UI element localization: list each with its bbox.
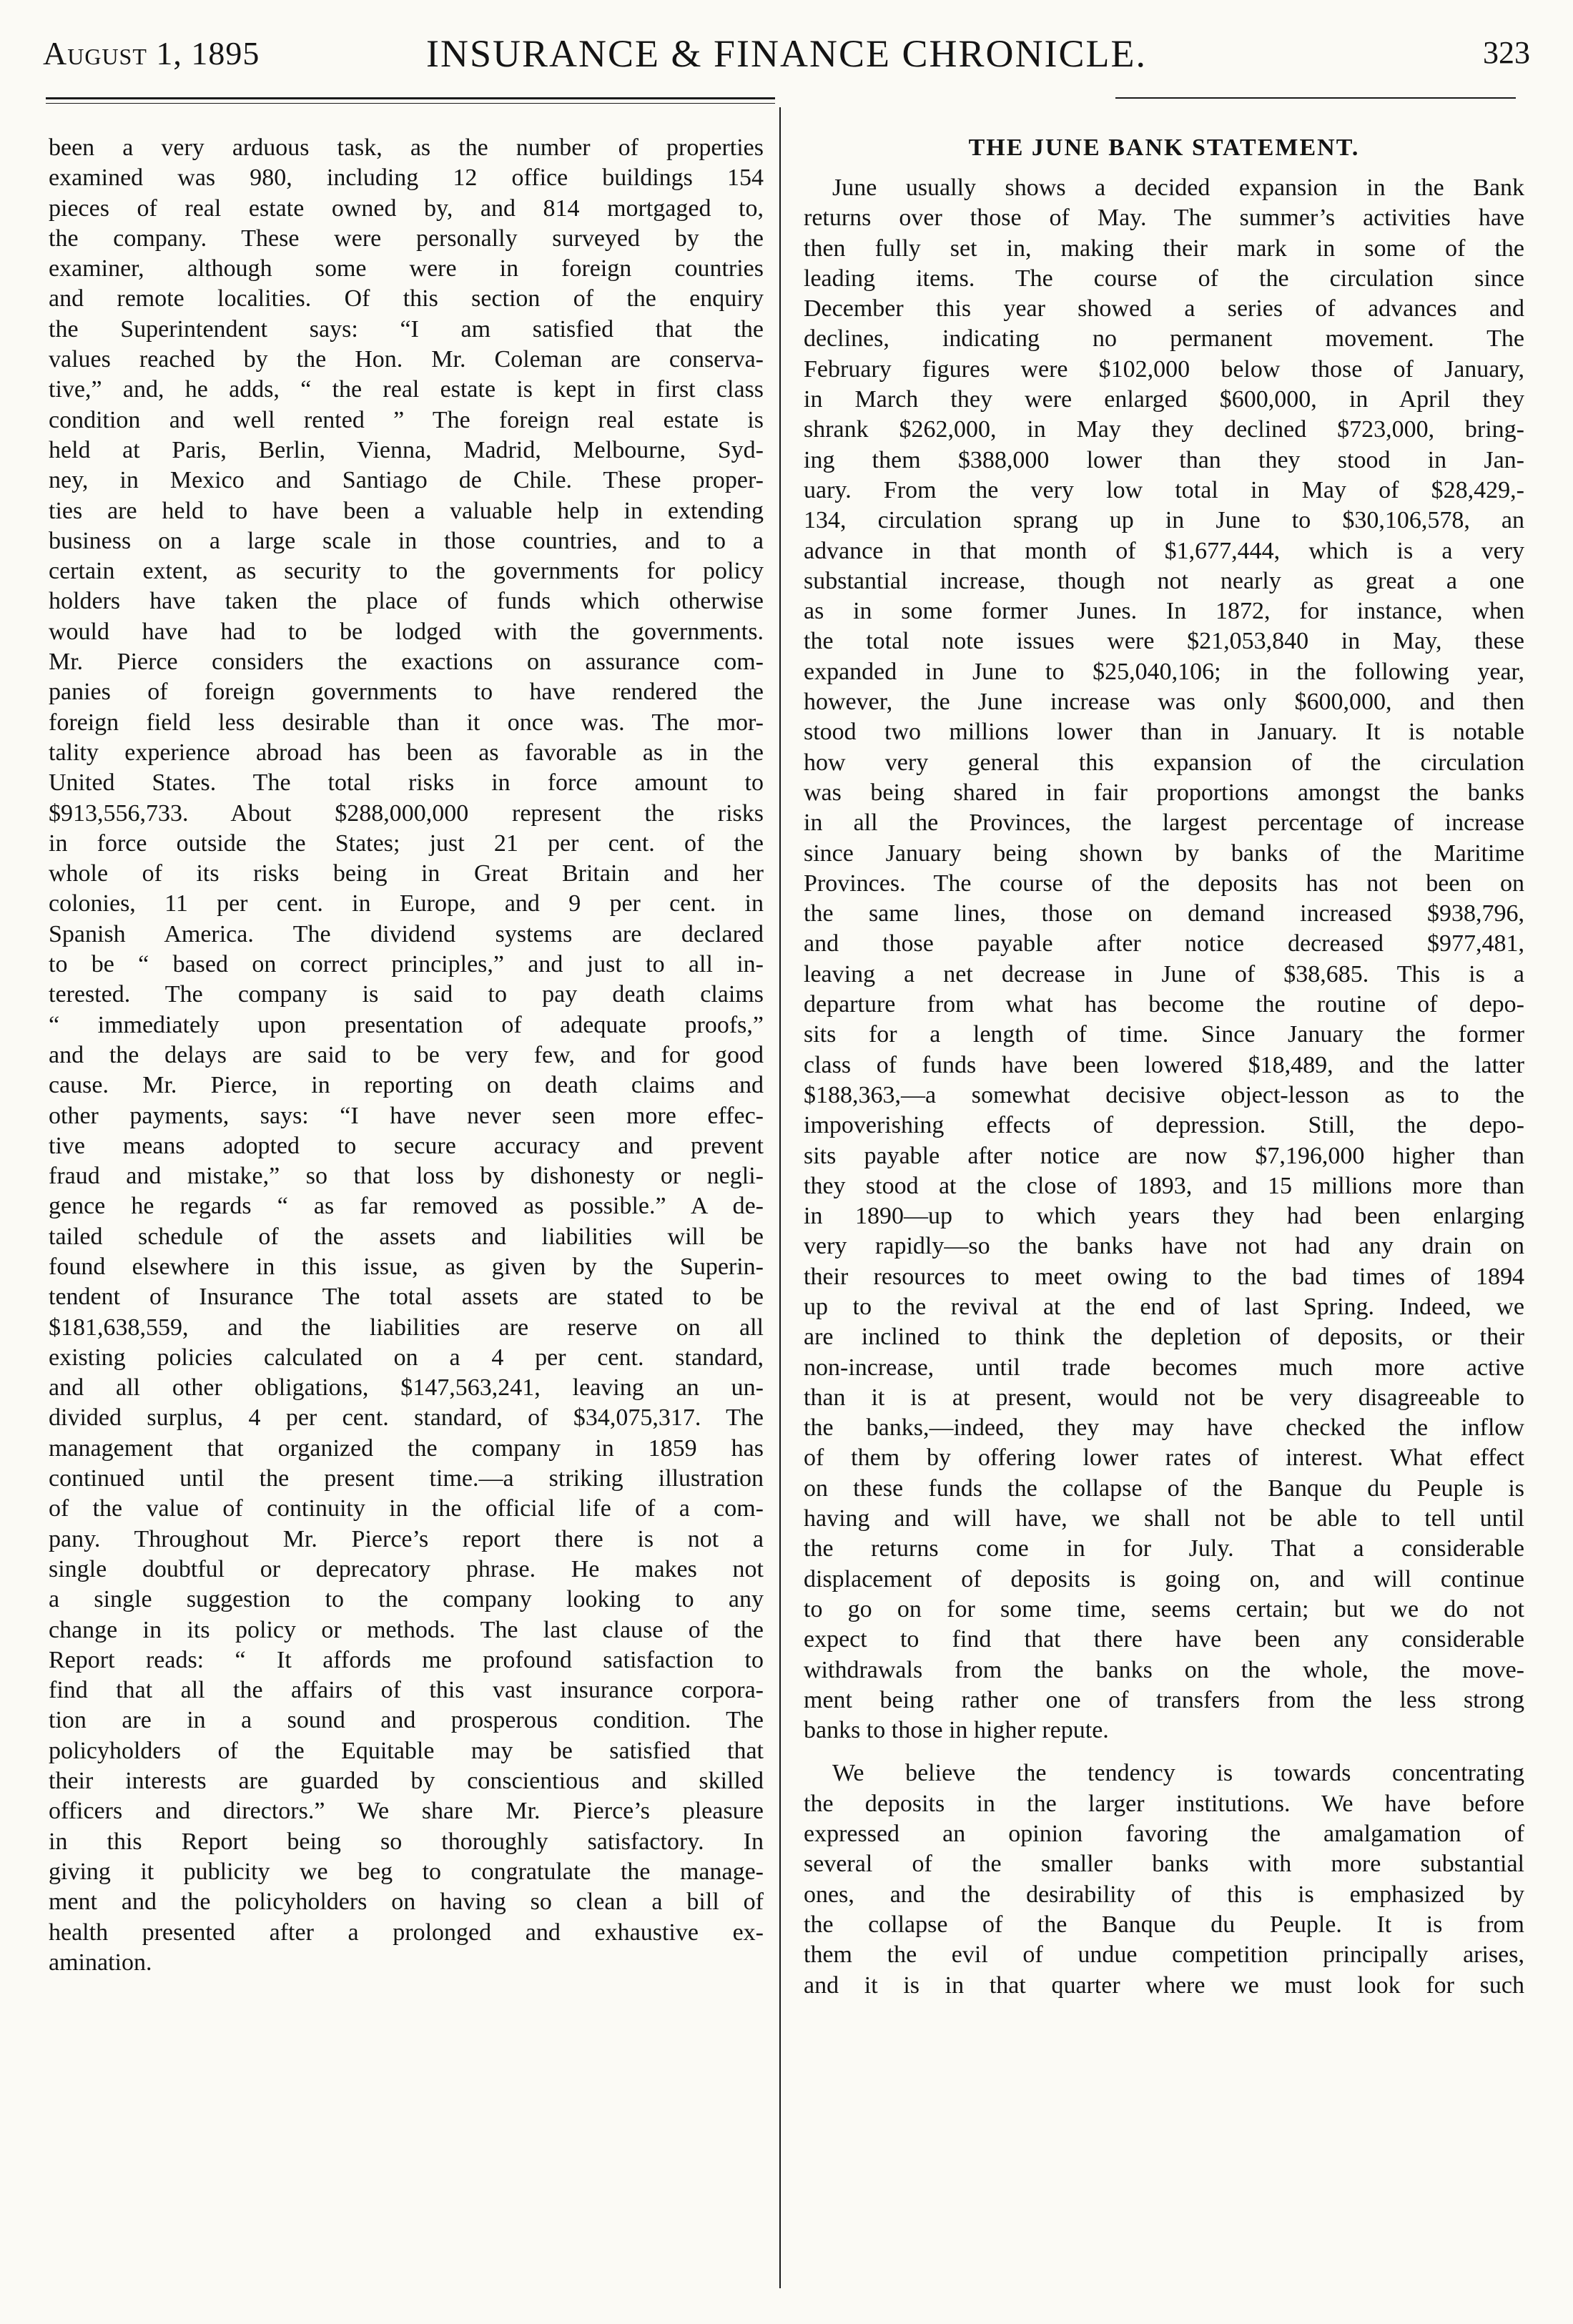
article-title: THE JUNE BANK STATEMENT. bbox=[968, 134, 1360, 161]
text-line: the returns come in for July. That a considerable bbox=[804, 1535, 1524, 1562]
text-line: $181,638,559, and the liabilities are reserve on all bbox=[49, 1314, 764, 1341]
text-line: “ immediately upon presentation of adequate proofs,” bbox=[49, 1011, 764, 1038]
text-line: tendent of Insurance The total assets are stated to be bbox=[49, 1284, 764, 1311]
text-line: impoverishing effects of depression. Still, the depo- bbox=[804, 1112, 1524, 1139]
text-line: held at Paris, Berlin, Vienna, Madrid, Melbourne, Syd- bbox=[49, 436, 764, 463]
text-line: withdrawals from the banks on the whole, the move- bbox=[804, 1656, 1524, 1683]
text-line: displacement of deposits is going on, and will continue bbox=[804, 1565, 1524, 1592]
journal-title: INSURANCE & FINANCE CHRONICLE. bbox=[425, 32, 1148, 75]
text-line: change in its policy or methods. The last clause of the bbox=[49, 1616, 764, 1643]
text-line: pieces of real estate owned by, and 814 mortgaged to, bbox=[49, 195, 764, 222]
text-line: Mr. Pierce considers the exactions on assurance com- bbox=[49, 649, 764, 676]
text-line: fraud and mistake,” so that loss by dishonesty or negli- bbox=[49, 1163, 764, 1190]
text-line: their interests are guarded by conscientious and skilled bbox=[49, 1768, 764, 1795]
paragraph bbox=[804, 1758, 1524, 2000]
text-line: divided surplus, 4 per cent. standard, of $34,075,317. The bbox=[49, 1404, 764, 1432]
text-line: declines, indicating no permanent movement. The bbox=[804, 325, 1524, 353]
text-line: pany. Throughout Mr. Pierce’s report there is not a bbox=[49, 1525, 764, 1552]
header-rule-left-thin bbox=[46, 103, 775, 104]
text-line: ing them $388,000 lower than they stood in Jan- bbox=[804, 446, 1524, 473]
text-line: in force outside the States; just 21 per cent. of the bbox=[49, 829, 764, 857]
text-line: ment and the policyholders on having so clean a bill of bbox=[49, 1889, 764, 1916]
text-line: and those payable after notice decreased $977,481, bbox=[804, 930, 1524, 957]
text-line: their resources to meet owing to the bad times of 1894 bbox=[804, 1263, 1524, 1290]
text-line: foreign field less desirable than it once was. The mor- bbox=[49, 709, 764, 736]
text-line: amination. bbox=[49, 1949, 152, 1976]
text-line: business on a large scale in those countries, and to a bbox=[49, 527, 764, 554]
header-rule-right bbox=[1115, 97, 1516, 99]
left-column bbox=[49, 133, 764, 1978]
text-line: than it is at present, would not be very disagreeable to bbox=[804, 1384, 1524, 1411]
text-line: gence he regards “ as far removed as possible.” A de- bbox=[49, 1193, 764, 1220]
text-line: leaving a net decrease in June of $38,685. This is a bbox=[804, 960, 1524, 988]
header-rule-left bbox=[46, 97, 775, 99]
text-line: up to the revival at the end of last Spring. Indeed, we bbox=[804, 1293, 1524, 1320]
text-line: found elsewhere in this issue, as given by the Superin- bbox=[49, 1253, 764, 1280]
text-line: since January being shown by banks of the Maritime bbox=[804, 840, 1524, 867]
text-line: in all the Provinces, the largest percentage of increase bbox=[804, 809, 1524, 837]
text-line: find that all the affairs of this vast insurance corpora- bbox=[49, 1677, 764, 1704]
text-line: and all other obligations, $147,563,241, leaving an un- bbox=[49, 1374, 764, 1402]
text-line: holders have taken the place of funds which otherwise bbox=[49, 588, 764, 615]
text-line: however, the June increase was only $600,000, and then bbox=[804, 689, 1524, 716]
text-line: whole of its risks being in Great Britain and her bbox=[49, 860, 764, 887]
text-line: the total note issues were $21,053,840 in May, these bbox=[804, 628, 1524, 655]
page-number: 323 bbox=[1483, 35, 1530, 70]
text-line: policyholders of the Equitable may be satisfied that bbox=[49, 1737, 764, 1764]
text-line: to be “ based on correct principles,” and just to all in- bbox=[49, 951, 764, 978]
text-line: December this year showed a series of advances and bbox=[804, 295, 1524, 322]
text-line: examiner, although some were in foreign countries bbox=[49, 255, 764, 282]
text-line: condition and well rented ” The foreign real estate is bbox=[49, 406, 764, 433]
text-line: the Superintendent says: “I am satisfied that the bbox=[49, 315, 764, 343]
text-line: and the delays are said to be very few, and for good bbox=[49, 1041, 764, 1068]
text-line: in 1890—up to which years they had been enlarging bbox=[804, 1203, 1524, 1230]
text-line: are inclined to think the depletion of deposits, or their bbox=[804, 1324, 1524, 1351]
text-line: terested. The company is said to pay death claims bbox=[49, 981, 764, 1008]
text-line: of them by offering lower rates of interest. What effect bbox=[804, 1444, 1524, 1472]
text-line: stood two millions lower than in January. It is notable bbox=[804, 719, 1524, 746]
text-line: the same lines, those on demand increased $938,796, bbox=[804, 900, 1524, 927]
issue-date: August 1, 1895 bbox=[43, 35, 260, 72]
text-line: class of funds have been lowered $18,489, and the latter bbox=[804, 1051, 1524, 1078]
text-line: examined was 980, including 12 office buildings 154 bbox=[49, 164, 764, 192]
text-line: how very general this expansion of the circulation bbox=[804, 749, 1524, 776]
text-line: ones, and the desirability of this is emphasized by bbox=[804, 1881, 1524, 1908]
text-line: been a very arduous task, as the number of properties bbox=[49, 134, 764, 161]
text-line: officers and directors.” We share Mr. Pierce’s pleasure bbox=[49, 1798, 764, 1825]
text-line: management that organized the company in 1859 has bbox=[49, 1434, 764, 1462]
text-line: ties are held to have been a valuable help in extending bbox=[49, 497, 764, 524]
text-line: several of the smaller banks with more substantial bbox=[804, 1851, 1524, 1878]
text-line: very rapidly—so the banks have not had any drain on bbox=[804, 1233, 1524, 1260]
text-line: in this Report being so thoroughly satisfactory. In bbox=[49, 1828, 764, 1855]
text-line: other payments, says: “I have never seen more effec- bbox=[49, 1102, 764, 1129]
text-line: ney, in Mexico and Santiago de Chile. These proper- bbox=[49, 467, 764, 494]
text-line: sits for a length of time. Since January the former bbox=[804, 1021, 1524, 1048]
text-line: Provinces. The course of the deposits has not been on bbox=[804, 870, 1524, 897]
text-line: uary. From the very low total in May of $28,429,- bbox=[804, 476, 1524, 503]
text-line: cause. Mr. Pierce, in reporting on death claims and bbox=[49, 1072, 764, 1099]
text-line: the deposits in the larger institutions. We have before bbox=[804, 1790, 1524, 1817]
right-column bbox=[804, 133, 1524, 2001]
text-line: would have had to be lodged with the governments. bbox=[49, 618, 764, 645]
text-line: departure from what has become the routine of depo- bbox=[804, 991, 1524, 1018]
text-line: and remote localities. Of this section of the enquiry bbox=[49, 285, 764, 312]
text-line: United States. The total risks in force amount to bbox=[49, 769, 764, 797]
text-line: leading items. The course of the circulation since bbox=[804, 265, 1524, 292]
text-line: expressed an opinion favoring the amalgamation of bbox=[804, 1821, 1524, 1848]
paragraph-gap bbox=[804, 1746, 1524, 1758]
text-line: a single suggestion to the company looking to any bbox=[49, 1586, 764, 1613]
text-line: the collapse of the Banque du Peuple. It is from bbox=[804, 1911, 1524, 1938]
text-line: 134, circulation sprang up in June to $30,106,578, an bbox=[804, 507, 1524, 534]
text-line: in March they were enlarged $600,000, in April they bbox=[804, 386, 1524, 413]
text-line: June usually shows a decided expansion in the Bank bbox=[832, 174, 1524, 201]
text-line: Spanish America. The dividend systems are declared bbox=[49, 920, 764, 947]
text-line: they stood at the close of 1893, and 15 millions more than bbox=[804, 1172, 1524, 1199]
text-line: tive,” and, he adds, “ the real estate is kept in first class bbox=[49, 376, 764, 403]
text-line: health presented after a prolonged and exhaustive ex- bbox=[49, 1919, 764, 1946]
text-line: having and will have, we shall not be able to tell until bbox=[804, 1505, 1524, 1532]
text-line: and it is in that quarter where we must look for such bbox=[804, 1971, 1524, 1999]
text-line: on these funds the collapse of the Banque du Peuple is bbox=[804, 1474, 1524, 1502]
text-line: non-increase, until trade becomes much more active bbox=[804, 1354, 1524, 1381]
text-line: February figures were $102,000 below those of January, bbox=[804, 355, 1524, 383]
text-line: colonies, 11 per cent. in Europe, and 9 per cent. in bbox=[49, 890, 764, 917]
text-line: existing policies calculated on a 4 per cent. standard, bbox=[49, 1344, 764, 1371]
text-line: them the evil of undue competition principally arises, bbox=[804, 1941, 1524, 1969]
text-line: the banks,—indeed, they may have checked the inflow bbox=[804, 1414, 1524, 1442]
text-line: sits payable after notice are now $7,196,000 higher than bbox=[804, 1142, 1524, 1169]
text-line: tive means adopted to secure accuracy and prevent bbox=[49, 1132, 764, 1159]
text-line: tion are in a sound and prosperous condition. The bbox=[49, 1707, 764, 1734]
text-line: then fully set in, making their mark in some of the bbox=[804, 235, 1524, 262]
text-line: substantial increase, though not nearly as great a one bbox=[804, 567, 1524, 594]
column-divider bbox=[779, 107, 781, 2288]
text-line: advance in that month of $1,677,444, which is a very bbox=[804, 537, 1524, 564]
text-line: panies of foreign governments to have rendered the bbox=[49, 679, 764, 706]
text-line: ment being rather one of transfers from the less strong bbox=[804, 1686, 1524, 1713]
paragraph bbox=[804, 173, 1524, 1746]
text-line: returns over those of May. The summer’s activities have bbox=[804, 205, 1524, 232]
text-line: the company. These were personally surveyed by the bbox=[49, 225, 764, 252]
text-line: continued until the present time.—a striking illustration bbox=[49, 1465, 764, 1492]
text-line: giving it publicity we beg to congratulate the manage- bbox=[49, 1858, 764, 1885]
running-head bbox=[43, 34, 1530, 77]
text-line: of the value of continuity in the official life of a com- bbox=[49, 1495, 764, 1522]
text-line: expect to find that there have been any considerable bbox=[804, 1626, 1524, 1653]
text-line: expanded in June to $25,040,106; in the following year, bbox=[804, 658, 1524, 685]
text-line: tality experience abroad has been as favorable as in the bbox=[49, 739, 764, 766]
text-line: Report reads: “ It affords me profound satisfaction to bbox=[49, 1646, 764, 1673]
text-line: certain extent, as security to the governments for policy bbox=[49, 558, 764, 585]
text-line: to go on for some time, seems certain; but we do not bbox=[804, 1595, 1524, 1623]
text-line: as in some former Junes. In 1872, for instance, when bbox=[804, 598, 1524, 625]
text-line: $188,363,—a somewhat decisive object-lesson as to the bbox=[804, 1081, 1524, 1108]
text-line: We believe the tendency is towards concentrating bbox=[832, 1760, 1524, 1787]
text-line: shrank $262,000, in May they declined $723,000, bring- bbox=[804, 416, 1524, 443]
text-line: values reached by the Hon. Mr. Coleman are conserva- bbox=[49, 346, 764, 373]
text-line: single doubtful or deprecatory phrase. He makes not bbox=[49, 1555, 764, 1582]
text-line: banks to those in higher repute. bbox=[804, 1717, 1109, 1744]
text-line: was being shared in fair proportions amongst the banks bbox=[804, 779, 1524, 806]
text-line: $913,556,733. About $288,000,000 represent the risks bbox=[49, 799, 764, 827]
text-line: tailed schedule of the assets and liabilities will be bbox=[49, 1223, 764, 1250]
article-body bbox=[804, 173, 1524, 2001]
